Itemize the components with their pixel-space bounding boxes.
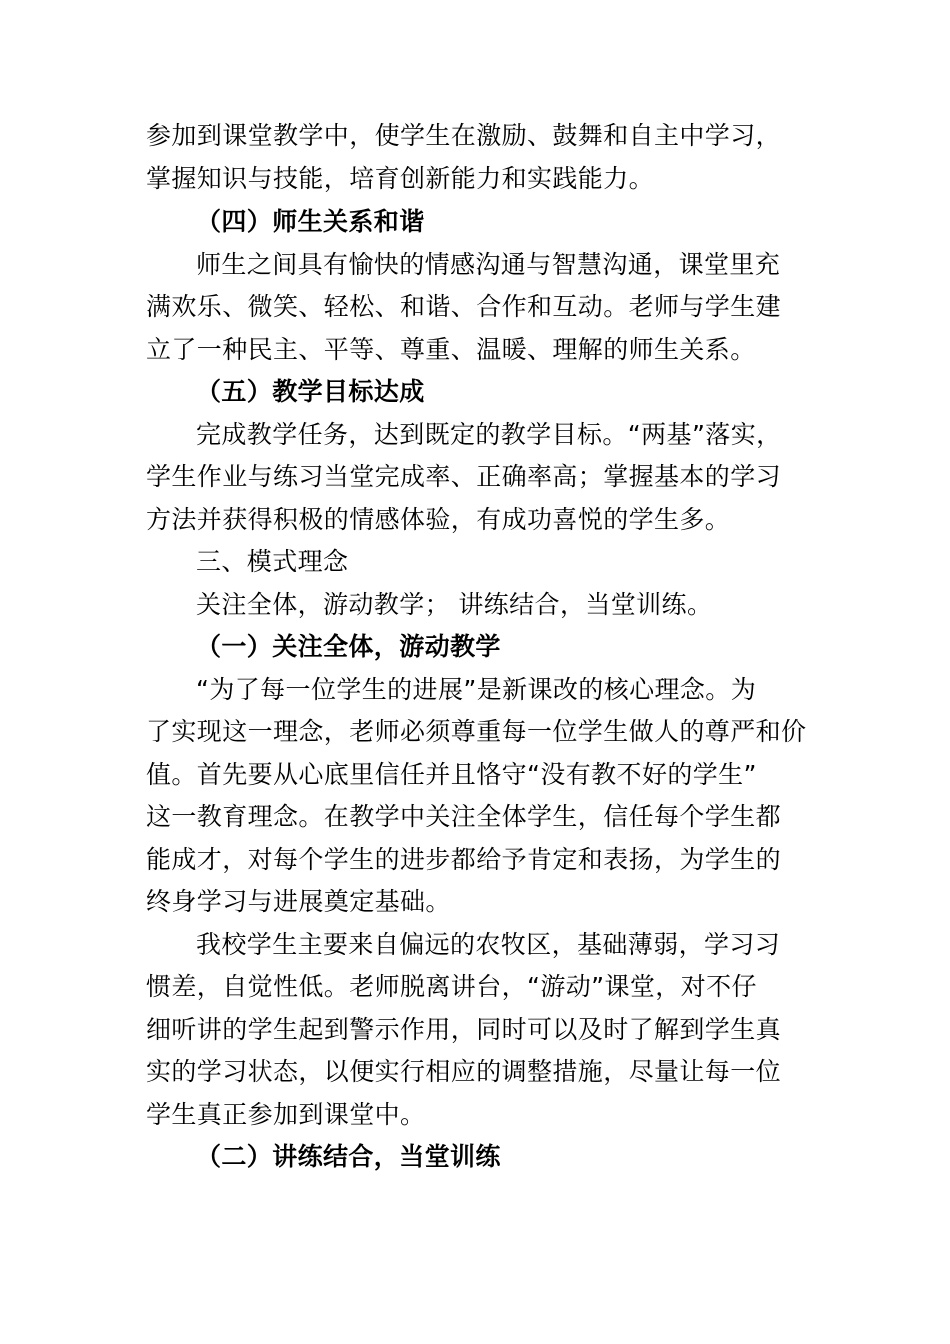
section-heading: （一）关注全体，游动教学 xyxy=(196,632,501,661)
paragraph-line: 师生之间具有愉快的情感沟通与智慧沟通，课堂里充 xyxy=(196,250,781,279)
paragraph-line: 学生作业与练习当堂完成率、正确率高；掌握基本的学习 xyxy=(146,462,782,491)
paragraph-line: 终身学习与进展奠定基础。 xyxy=(146,887,451,916)
paragraph-line: 了实现这一理念，老师必须尊重每一位学生做人的尊严和价 xyxy=(146,717,807,746)
paragraph-line: 掌握知识与技能，培育创新能力和实践能力。 xyxy=(146,164,655,193)
section-heading-plain: 三、模式理念 xyxy=(196,547,349,576)
paragraph-line: 学生真正参加到课堂中。 xyxy=(146,1100,426,1129)
section-heading: （二）讲练结合，当堂训练 xyxy=(196,1142,501,1171)
section-heading: （五）教学目标达成 xyxy=(196,377,425,406)
paragraph-line: 惯差，自觉性低。老师脱离讲台，“游动”课堂，对不仔 xyxy=(146,972,757,1001)
paragraph-line: 满欢乐、微笑、轻松、和谐、合作和互动。老师与学生建 xyxy=(146,292,782,321)
paragraph-line: 这一教育理念。在教学中关注全体学生，信任每个学生都 xyxy=(146,802,782,831)
paragraph-line: 实的学习状态，以便实行相应的调整措施，尽量让每一位 xyxy=(146,1057,782,1086)
paragraph-line: 参加到课堂教学中，使学生在激励、鼓舞和自主中学习， xyxy=(146,121,782,150)
paragraph-line: “为了每一位学生的进展”是新课改的核心理念。为 xyxy=(196,675,757,704)
paragraph-line: 立了一种民主、平等、尊重、温暖、理解的师生关系。 xyxy=(146,335,756,364)
paragraph-line: 能成才，对每个学生的进步都给予肯定和表扬，为学生的 xyxy=(146,845,782,874)
paragraph-line: 方法并获得积极的情感体验，有成功喜悦的学生多。 xyxy=(146,505,731,534)
paragraph-line: 值。首先要从心底里信任并且恪守“没有教不好的学生” xyxy=(146,760,757,789)
paragraph-line: 细听讲的学生起到警示作用，同时可以及时了解到学生真 xyxy=(146,1015,782,1044)
paragraph-line: 完成教学任务，达到既定的教学目标。“两基”落实， xyxy=(196,420,782,449)
paragraph-line: 关注全体，游动教学； 讲练结合，当堂训练。 xyxy=(196,590,713,619)
section-heading: （四）师生关系和谐 xyxy=(196,207,425,236)
paragraph-line: 我校学生主要来自偏远的农牧区，基础薄弱，学习习 xyxy=(196,930,781,959)
